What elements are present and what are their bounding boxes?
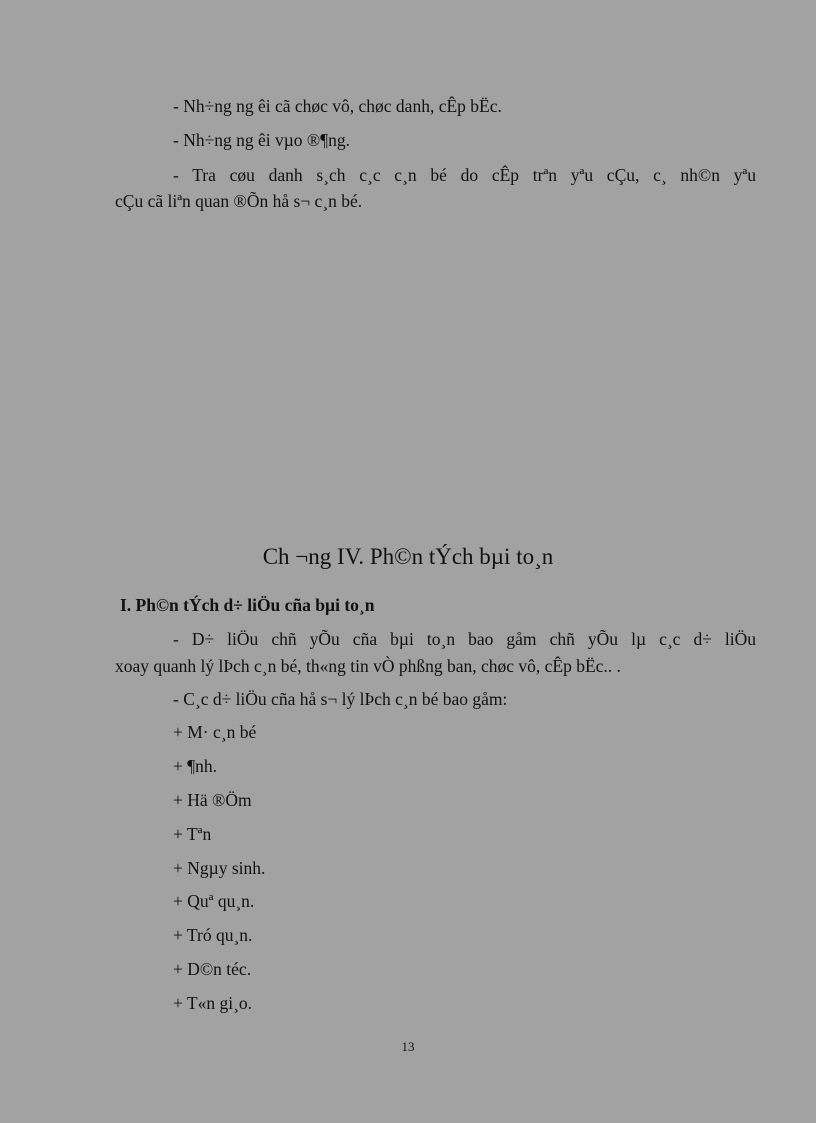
list-item: + T«n gi¸o.	[173, 993, 253, 1013]
list-item: + Tró qu¸n.	[173, 925, 253, 945]
list-item: + Tªn	[173, 824, 212, 844]
paragraph-line: - D÷ liÖu chñ yÕu cña bµi to¸n bao gåm chñ yÕu lµ c¸c d÷ liÖu	[173, 629, 756, 649]
list-item: + D©n téc.	[173, 959, 252, 979]
paragraph-line: - C¸c d÷ liÖu cña hå s¬ lý lÞch c¸n bé bao gåm:	[173, 689, 508, 709]
chapter-title: Ch ¬ng IV. Ph©n tÝch bµi to¸n	[262, 544, 554, 569]
page-number: 13	[401, 1039, 415, 1054]
paragraph-line: xoay quanh lý lÞch c¸n bé, th«ng tin vÒ phßng ban, chøc vô, cÊp bËc.. .	[115, 656, 621, 676]
list-item: + Quª qu¸n.	[173, 891, 255, 911]
paragraph-line: - Tra cøu danh s¸ch c¸c c¸n bé do cÊp trªn yªu cÇu, c¸ nh©n yªu	[173, 165, 756, 185]
list-item: + ¶nh.	[173, 756, 218, 776]
bullet-line: - Nh÷ng ng êi cã chøc vô, chøc danh, cÊp bËc.	[173, 96, 502, 116]
list-item: + Hä ®Öm	[173, 790, 252, 810]
list-item: + M· c¸n bé	[173, 722, 257, 742]
bullet-line: - Nh÷ng ng êi vµo ®¶ng.	[173, 130, 351, 150]
paragraph-line: cÇu cã liªn quan ®Õn hå s¬ c¸n bé.	[115, 191, 363, 211]
list-item: + Ngµy sinh.	[173, 858, 266, 878]
section-title: I. Ph©n tÝch d÷ liÖu cña bµi to¸n	[120, 595, 375, 615]
